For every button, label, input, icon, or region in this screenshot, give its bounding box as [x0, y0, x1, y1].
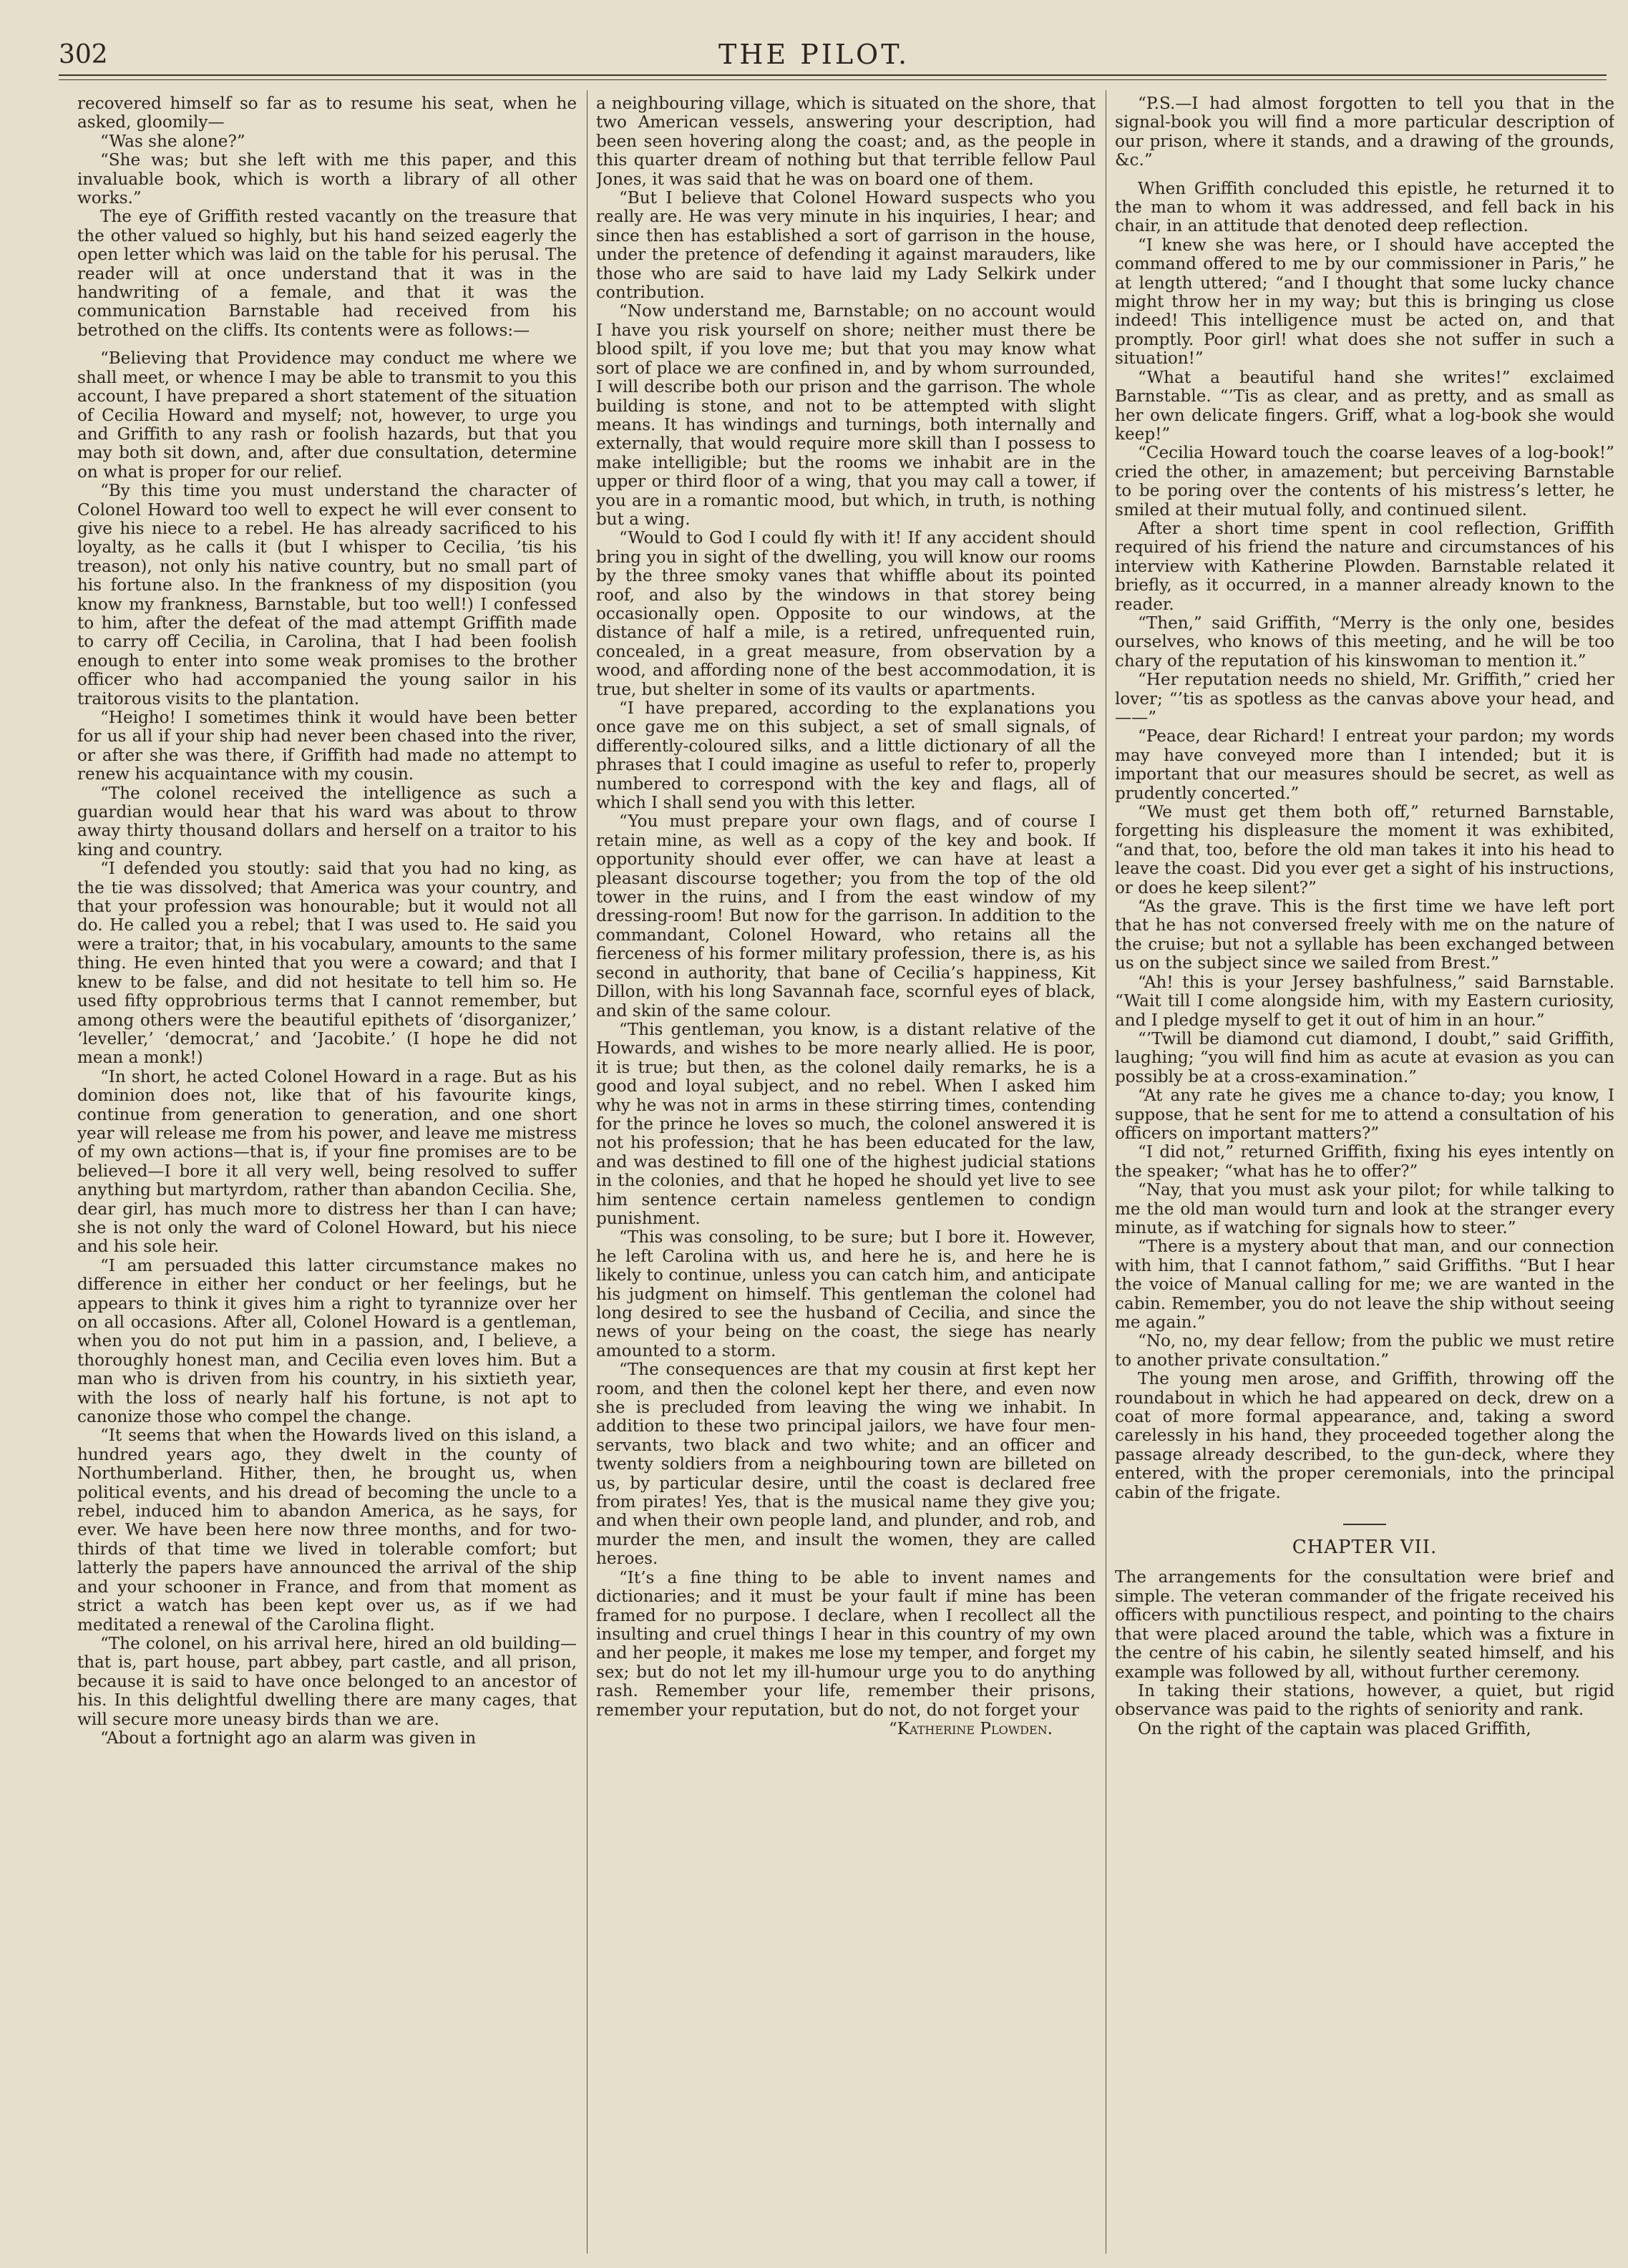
paragraph: recovered himself so far as to resume his seat, when he asked, gloomily— — [77, 94, 577, 132]
paragraph: “Nay, that you must ask your pilot; for while talking to me the old man would turn and look at the stranger every minute, as if watching for signals how to steer.” — [1115, 1181, 1614, 1237]
paragraph: “As the grave. This is the first time we have left port that he has not conversed freely with me on the nature of the cruise; but not a syllable has been exchanged between us on the subject since we sailed from Brest.” — [1115, 897, 1614, 973]
paragraph: “Her reputation needs no shield, Mr. Griffith,” cried her lover; “’tis as spotless as the canvas above your head, and——” — [1115, 671, 1614, 727]
letter-paragraph: “I am persuaded this latter circumstance makes no difference in either her conduct or her feelings, but he appears to think it gives him a right to tyrannize over her on all occasions. After all, Colonel Howard is a gentleman, when you do not put him in a passion, and, I believe, a thoroughly honest man, and Cecilia even loves him. But a man who is driven from his country, in his sixtieth year, with the loss of nearly half his fortune, is not apt to canonize those who compel the change. — [77, 1256, 577, 1427]
paragraph: “There is a mystery about that man, and our connection with him, that I cannot fathom,” said Griffiths. “But I hear the voice of Manual calling for me; we are wanted in the cabin. Remember, you do not leave the ship without seeing me again.” — [1115, 1237, 1614, 1332]
paragraph: “Ah! this is your Jersey bashfulness,” said Barnstable. “Wait till I come alongside him, with my Eastern curiosity, and I pledge myself to get it out of him in an hour.” — [1115, 973, 1614, 1030]
paragraph: “Then,” said Griffith, “Merry is the only one, besides ourselves, who knows of this meeting, and he will be too chary of the reputation of his kinswoman to mention it.” — [1115, 613, 1614, 671]
letter-signature: “Katherine Plowden. — [888, 1719, 1053, 1738]
letter-paragraph: “Heigho! I sometimes think it would have been better for us all if your ship had never been chased into the river, or after she was there, if Griffith had made no attempt to renew his acquaintance with my cousin. — [77, 709, 577, 784]
letter-paragraph: “In short, he acted Colonel Howard in a rage. But as his dominion does not, like that of his favourite kings, continue from generation to generation, and one short year will release me from his power, and leave me mistress of my own actions—that is, if your fine promises are to be believed—I bore it all very well, being resolved to suffer anything but martyrdom, rather than abandon Cecilia. She, dear girl, has much more to distress her than I can have; she is not only the ward of Colonel Howard, but his niece and his sole heir. — [77, 1067, 577, 1257]
header-rule — [59, 74, 1607, 76]
chapter-paragraph: The arrangements for the consultation were brief and simple. The veteran commander of the frigate received his officers with punctilious respect, and pointing to the chairs that were placed around the table, which was a fixture in the centre of his cabin, he silently seated himself, and his example was followed by all, without further ceremony. — [1115, 1568, 1614, 1682]
letter-paragraph: “The consequences are that my cousin at first kept her room, and then the colonel kept her there, and even now she is precluded from leaving the wing we inhabit. In addition to these two principal jailors, we have four men-servants, two black and two white; and an officer and twenty soldiers from a neighbouring town are billeted on us, by particular desire, until the coast is declared free from pirates! Yes, that is the musical name they give you; and when their own people land, and plunder, and rob, and murder the men, and insult the women, they are called heroes. — [596, 1361, 1096, 1569]
paragraph: “Peace, dear Richard! I entreat your pardon; my words may have conveyed more than I intended; but it is important that our measures should be secret, as well as prudently concerted.” — [1115, 727, 1614, 803]
letter-paragraph: “About a fortnight ago an alarm was given in — [100, 1728, 477, 1748]
letter-paragraph: “But I believe that Colonel Howard suspects who you really are. He was very minute in his inquiries, I hear; and since then has established a sort of garrison in the house, under the pretence of defending it against marauders, like those who are said to have laid my Lady Selkirk under contribution. — [596, 189, 1096, 303]
letter-paragraph: “Would to God I could fly with it! If any accident should bring you in sight of the dwelling, you will know our rooms by the three smoky vanes that whiffle about its pointed roof, and also by the windows in that storey being occasionally open. Opposite to our windows, at the distance of half a mile, is a retired, unfrequented ruin, concealed, in a great measure, from observation by a wood, and affording none of the best accommodation, it is true, but shelter in some of its vaults or apartments. — [596, 529, 1096, 699]
paragraph: “Cecilia Howard touch the coarse leaves of a log-book!” cried the other, in amazement; but perceiving Barnstable to be poring over the contents of his mistress’s letter, he smiled at their mutual folly, and continued silent. — [1115, 444, 1614, 520]
letter-paragraph: “Believing that Providence may conduct me where we shall meet, or whence I may be able to transmit to you this account, I have prepared a short statement of the situation of Cecilia Howard and myself; not, however, to urge you and Griffith to any rash or foolish hazards, but that you may both sit down, and, after due consultation, determine on what is proper for our relief. — [77, 349, 577, 482]
letter-paragraph: “It’s a fine thing to be able to invent names and dictionaries; and it must be your fault if mine has been framed for no purpose. I declare, when I recollect all the insulting and cruel things I hear in this country of my own and her people, it makes me lose my temper, and forget my sex; but do not let my ill-humour urge you to do anything rash. Remember your life, remember their prisons, remember your reputation, but do not, do not forget your — [596, 1568, 1096, 1720]
letter-paragraph: “I defended you stoutly: said that you had no king, as the tie was dissolved; that America was your country, and that your profession was honourable; but it would not all do. He called you a rebel; that I was used to. He said you were a traitor; that, in his vocabulary, amounts to the same thing. He even hinted that you were a coward; and that I knew to be false, and did not hesitate to tell him so. He used fifty opprobrious terms that I cannot remember, but among others were the beautiful epithets of ‘disorganizer,’ ‘leveller,’ ‘democrat,’ and ‘Jacobite.’ (I hope he did not mean a monk!) — [77, 860, 577, 1068]
page-number: 302 — [59, 40, 108, 69]
letter-paragraph: “The colonel, on his arrival here, hired an old building—that is, part house, part abbey, part castle, and all prison, because it is said to have once belonged to an ancestor of his. In this delightful dwelling there are many cages, that will secure more uneasy birds than we are. — [77, 1634, 577, 1729]
paragraph: After a short time spent in cool reflection, Griffith required of his friend the nature and circumstances of his interview with Katherine Plowden. Barnstable related it briefly, as it occurred, in a manner already known to the reader. — [1115, 519, 1614, 614]
letter-paragraph: a neighbouring village, which is situated on the shore, that two American vessels, answering your description, had been seen hovering along the coast; and, as the people in this quarter dream of nothing but that terrible fellow Paul Jones, it was said that he was on board one of them. — [596, 94, 1096, 189]
letter-paragraph: “It seems that when the Howards lived on this island, a hundred years ago, they dwelt in the county of Northumberland. Hither, then, he brought us, when political events, and his dread of becoming the uncle to a rebel, induced him to abandon America, as he says, for ever. We have been here now three months, and for two-thirds of that time we lived in tolerable comfort; but latterly the papers have announced the arrival of the ship and your schooner in France, and from that moment as strict a watch has been kept over us, as if we had meditated a renewal of the Carolina flight. — [77, 1426, 577, 1635]
column-right — [1115, 94, 1614, 2256]
letter-paragraph: “I have prepared, according to the explanations you once gave me on this subject, a set of small signals, of differently-coloured silks, and a little dictionary of all the phrases that I could imagine as useful to refer to, properly numbered to correspond with the key and flags, all of which I shall send you with this letter. — [596, 699, 1096, 813]
letter-paragraph: “You must prepare your own flags, and of course I retain mine, as well as a copy of the key and book. If opportunity should ever offer, we can have at least a pleasant discourse together; you from the top of the old tower in the ruins, and I from the east window of my dressing-room! But now for the garrison. In addition to the commandant, Colonel Howard, who retains all the fierceness of his former military profession, there is, as his second in authority, that bane of Cecilia’s happiness, Kit Dillon, with his long Savannah face, scornful eyes of black, and skin of the same colour. — [596, 812, 1096, 1021]
letter-paragraph: “By this time you must understand the character of Colonel Howard too well to expect he will ever consent to give his niece to a rebel. He has already sacrificed to his loyalty, as he calls it (but I whisper to Cecilia, ’tis his treason), not only his native country, but no small part of his fortune also. In the frankness of my disposition (you know my frankness, Barnstable, but too well!) I confessed to him, after the defeat of the mad attempt Griffith made to carry off Cecilia, in Carolina, that I had been foolish enough to enter into some weak promises to the brother officer who had accompanied the young sailor in his traitorous visits to the plantation. — [77, 482, 577, 709]
chapter-paragraph: In taking their stations, however, a quiet, but rigid observance was paid to the rights of seniority and rank. — [1115, 1681, 1614, 1720]
column-left — [77, 94, 577, 2256]
paragraph: “What a beautiful hand she writes!” exclaimed Barnstable. “’Tis as clear, and as pretty, and as small as her own delicate fingers. Griff, what a log-book she would keep!” — [1115, 368, 1614, 444]
header-rule-thin — [59, 79, 1607, 80]
paragraph: “P.S.—I had almost forgotten to tell you that in the signal-book you will find a more particular description of our prison, where it stands, and a drawing of the grounds, &c.” — [1115, 94, 1614, 170]
chapter-paragraph: On the right of the captain was placed Griffith, — [1138, 1719, 1531, 1738]
section-divider — [1343, 1524, 1386, 1525]
paragraph: “No, no, my dear fellow; from the public we must retire to another private consultation.” — [1115, 1332, 1614, 1370]
paragraph: “I did not,” returned Griffith, fixing his eyes intently on the speaker; “what has he to offer?” — [1115, 1143, 1614, 1181]
chapter-heading: CHAPTER VII. — [1292, 1537, 1438, 1559]
running-title: THE PILOT. — [718, 39, 910, 70]
letter-paragraph: “This gentleman, you know, is a distant relative of the Howards, and wishes to be more nearly allied. He is poor, it is true; but then, as the colonel daily remarks, he is a good and loyal subject, and no rebel. When I asked him why he was not in arms in these stirring times, contending for the prince he loves so much, the colonel answered it is not his profession; that he has been educated for the law, and was destined to fill one of the highest judicial stations in the colonies, and that he hoped he should yet live to see him sentence certain nameless gentlemen to condign punishment. — [596, 1020, 1096, 1228]
paragraph: “I knew she was here, or I should have accepted the command offered to me by our commissioner in Paris,” he at length uttered; “and I thought that some lucky chance might throw her in my way; but this is bringing us close indeed! This intelligence must be acted on, and that promptly. Poor girl! what does she not suffer in such a situation!” — [1115, 235, 1614, 369]
letter-paragraph: “Now understand me, Barnstable; on no account would I have you risk yourself on shore; neither must there be blood spilt, if you love me; but that you may know what sort of place we are confined in, and by whom surrounded, I will describe both our prison and the garrison. The whole building is stone, and not to be attempted with slight means. It has windings and turnings, both internally and externally, that would require more skill than I possess to make intelligible; but the rooms we inhabit are in the upper or third floor of a wing, that you may call a tower, if you are in a romantic mood, but which, in truth, is nothing but a wing. — [596, 302, 1096, 529]
paragraph: When Griffith concluded this epistle, he returned it to the man to whom it was addressed, and fell back in his chair, in an attitude that denoted deep reflection. — [1115, 179, 1614, 236]
paragraph: “Was she alone?” — [100, 132, 245, 151]
paragraph: The young men arose, and Griffith, throwing off the roundabout in which he had appeared on deck, drew on a coat of more formal appearance, and, taking a sword carelessly in his hand, they proceeded together along the passage already described, to the gun-deck, where they entered, with the proper ceremonials, into the principal cabin of the frigate. — [1115, 1370, 1614, 1502]
column-middle — [596, 94, 1096, 2256]
letter-paragraph: “The colonel received the intelligence as such a guardian would hear that his ward was about to throw away thirty thousand dollars and herself on a traitor to his king and country. — [77, 784, 577, 860]
letter-paragraph: “This was consoling, to be sure; but I bore it. However, he left Carolina with us, and here he is, and here he is likely to continue, unless you can catch him, and anticipate his judgment on himself. This gentleman the colonel had long desired to see the husband of Cecilia, and since the news of your being on the coast, the siege has nearly amounted to a storm. — [596, 1228, 1096, 1361]
paragraph: “We must get them both off,” returned Barnstable, forgetting his displeasure the moment it was exhibited, “and that, too, before the old man takes it into his head to leave the coast. Did you ever get a sight of his instructions, or does he keep silent?” — [1115, 803, 1614, 897]
column-divider-left — [587, 90, 588, 2254]
paragraph: “At any rate he gives me a chance to-day; you know, I suppose, that he sent for me to attend a consultation of his officers on important matters?” — [1115, 1086, 1614, 1143]
paragraph: “She was; but she left with me this paper, and this invaluable book, which is worth a library of all other works.” — [77, 151, 577, 208]
paragraph: “’Twill be diamond cut diamond, I doubt,” said Griffith, laughing; “you will find him as acute at evasion as you can possibly be at a cross-examination.” — [1115, 1029, 1614, 1086]
paragraph: The eye of Griffith rested vacantly on the treasure that the other valued so highly, but his hand seized eagerly the open letter which was laid on the table for his perusal. The reader will at once understand that it was in the handwriting of a female, and that it was the communication Barnstable had received from his betrothed on the cliffs. Its contents were as follows:— — [77, 208, 577, 340]
